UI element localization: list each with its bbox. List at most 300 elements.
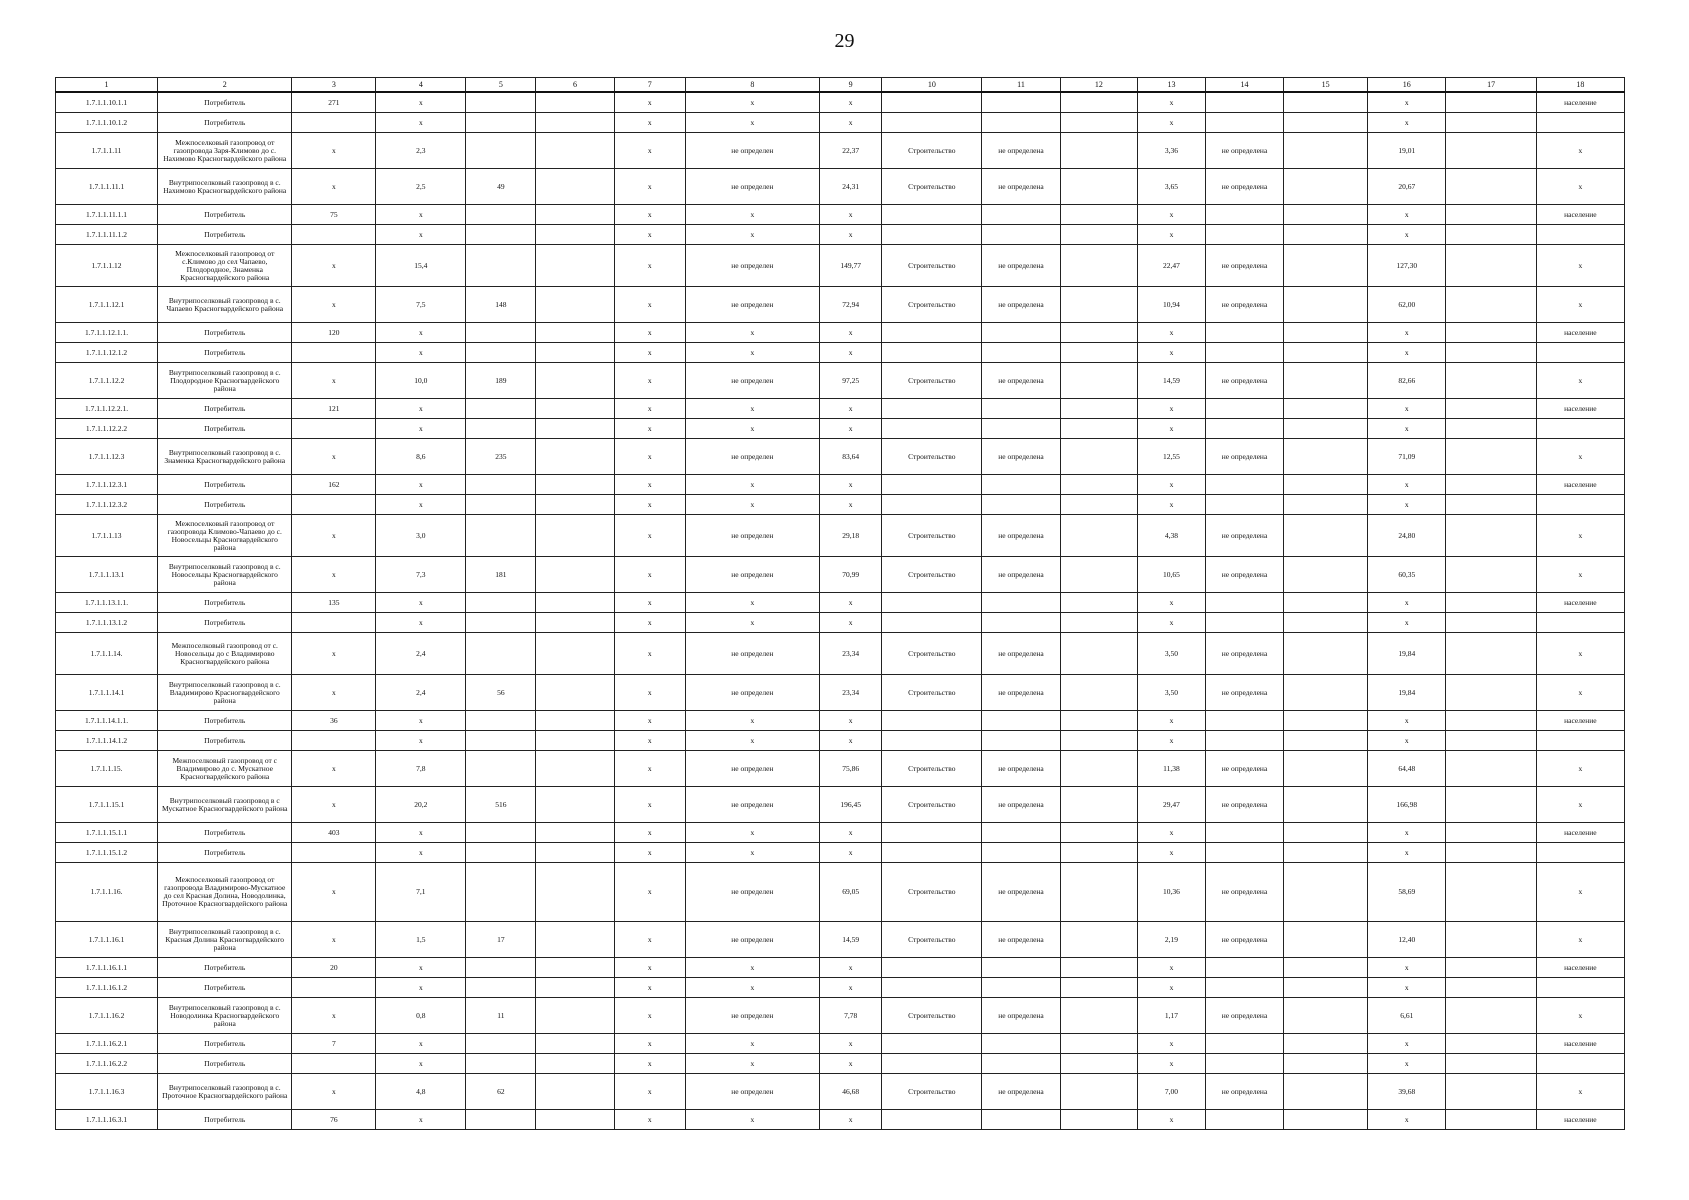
table-cell-col-4: x	[376, 205, 466, 225]
table-cell-col-5	[466, 205, 536, 225]
table-cell-col-11	[982, 1054, 1060, 1074]
table-cell-col-11	[982, 823, 1060, 843]
table-row	[56, 731, 1625, 751]
column-header-2: 2	[158, 78, 292, 93]
table-cell-col-15	[1284, 593, 1368, 613]
table-cell-col-1: 1.7.1.1.16.2.2	[56, 1054, 158, 1074]
table-cell-col-7: x	[614, 1054, 685, 1074]
table-cell-col-3: x	[292, 363, 376, 399]
table-cell-col-6	[536, 323, 614, 343]
table-cell-col-11	[982, 613, 1060, 633]
table-cell-col-4: 10,0	[376, 363, 466, 399]
table-cell-col-11	[982, 113, 1060, 133]
table-row	[56, 133, 1625, 169]
table-cell-col-9: x	[820, 399, 882, 419]
table-cell-col-2: Внутрипоселковый газопровод в с. Новодолинка Красногвардейского района	[158, 998, 292, 1034]
table-cell-col-9: 72,94	[820, 287, 882, 323]
table-cell-col-18	[1536, 1054, 1624, 1074]
table-cell-col-8: x	[685, 711, 819, 731]
table-cell-col-1: 1.7.1.1.16.2	[56, 998, 158, 1034]
table-cell-col-5	[466, 711, 536, 731]
table-cell-col-8: не определен	[685, 169, 819, 205]
table-cell-col-17	[1446, 675, 1536, 711]
table-cell-col-1: 1.7.1.1.16.2.1	[56, 1034, 158, 1054]
table-cell-col-10	[882, 495, 982, 515]
table-cell-col-2: Потребитель	[158, 225, 292, 245]
table-cell-col-15	[1284, 419, 1368, 439]
table-cell-col-5	[466, 475, 536, 495]
table-cell-col-5	[466, 1034, 536, 1054]
table-cell-col-4: x	[376, 323, 466, 343]
column-header-13: 13	[1138, 78, 1206, 93]
table-cell-col-6	[536, 1074, 614, 1110]
table-cell-col-15	[1284, 323, 1368, 343]
table-cell-col-10: Строительство	[882, 245, 982, 287]
table-cell-col-13: x	[1138, 711, 1206, 731]
table-cell-col-9: x	[820, 843, 882, 863]
table-cell-col-17	[1446, 92, 1536, 113]
table-cell-col-9: x	[820, 823, 882, 843]
table-cell-col-3	[292, 843, 376, 863]
table-cell-col-7: x	[614, 363, 685, 399]
table-cell-col-16: x	[1368, 958, 1446, 978]
table-cell-col-9: x	[820, 711, 882, 731]
table-cell-col-9: 75,86	[820, 751, 882, 787]
table-cell-col-18: население	[1536, 711, 1624, 731]
table-cell-col-3	[292, 613, 376, 633]
table-cell-col-6	[536, 1110, 614, 1130]
table-cell-col-2: Межпоселковый газопровод от с Владимирово до с. Мускатное Красногвардейского района	[158, 751, 292, 787]
table-cell-col-10: Строительство	[882, 922, 982, 958]
table-cell-col-10	[882, 92, 982, 113]
table-cell-col-13: x	[1138, 593, 1206, 613]
table-cell-col-16: x	[1368, 343, 1446, 363]
table-cell-col-15	[1284, 958, 1368, 978]
table-cell-col-18: x	[1536, 863, 1624, 922]
table-cell-col-2: Потребитель	[158, 205, 292, 225]
table-cell-col-2: Потребитель	[158, 113, 292, 133]
table-cell-col-14	[1205, 92, 1283, 113]
table-cell-col-9: x	[820, 593, 882, 613]
table-cell-col-16: 19,01	[1368, 133, 1446, 169]
table-cell-col-12	[1060, 92, 1137, 113]
table-cell-col-1: 1.7.1.1.16.3.1	[56, 1110, 158, 1130]
table-cell-col-11: не определена	[982, 751, 1060, 787]
table-row	[56, 998, 1625, 1034]
table-cell-col-16: 39,68	[1368, 1074, 1446, 1110]
table-cell-col-1: 1.7.1.1.16.1.2	[56, 978, 158, 998]
table-cell-col-17	[1446, 343, 1536, 363]
table-cell-col-5	[466, 978, 536, 998]
table-cell-col-11: не определена	[982, 287, 1060, 323]
table-cell-col-4: x	[376, 475, 466, 495]
table-cell-col-3: 20	[292, 958, 376, 978]
table-cell-col-3: x	[292, 515, 376, 557]
table-row	[56, 113, 1625, 133]
table-cell-col-5	[466, 245, 536, 287]
table-cell-col-7: x	[614, 863, 685, 922]
table-cell-col-6	[536, 287, 614, 323]
table-cell-col-7: x	[614, 731, 685, 751]
table-cell-col-1: 1.7.1.1.14.	[56, 633, 158, 675]
table-cell-col-18: x	[1536, 1074, 1624, 1110]
table-cell-col-11: не определена	[982, 922, 1060, 958]
table-row	[56, 978, 1625, 998]
table-cell-col-12	[1060, 731, 1137, 751]
table-cell-col-3: x	[292, 787, 376, 823]
table-cell-col-11: не определена	[982, 675, 1060, 711]
table-cell-col-14: не определена	[1205, 245, 1283, 287]
table-cell-col-13: x	[1138, 323, 1206, 343]
table-cell-col-13: x	[1138, 399, 1206, 419]
table-cell-col-6	[536, 92, 614, 113]
table-cell-col-8: x	[685, 343, 819, 363]
table-cell-col-15	[1284, 711, 1368, 731]
table-cell-col-14: не определена	[1205, 133, 1283, 169]
table-cell-col-18	[1536, 419, 1624, 439]
table-cell-col-2: Потребитель	[158, 399, 292, 419]
table-cell-col-4: x	[376, 613, 466, 633]
table-cell-col-16: 6,61	[1368, 998, 1446, 1034]
table-cell-col-14	[1205, 593, 1283, 613]
table-cell-col-4: x	[376, 113, 466, 133]
table-cell-col-10: Строительство	[882, 633, 982, 675]
table-cell-col-12	[1060, 205, 1137, 225]
table-cell-col-12	[1060, 823, 1137, 843]
table-cell-col-13: x	[1138, 1034, 1206, 1054]
table-cell-col-18: x	[1536, 998, 1624, 1034]
table-cell-col-7: x	[614, 978, 685, 998]
column-header-7: 7	[614, 78, 685, 93]
table-cell-col-2: Потребитель	[158, 711, 292, 731]
table-cell-col-11	[982, 475, 1060, 495]
table-cell-col-1: 1.7.1.1.11.1	[56, 169, 158, 205]
table-cell-col-11	[982, 343, 1060, 363]
table-cell-col-4: x	[376, 399, 466, 419]
column-header-14: 14	[1205, 78, 1283, 93]
table-cell-col-5: 516	[466, 787, 536, 823]
table-cell-col-5	[466, 343, 536, 363]
column-header-15: 15	[1284, 78, 1368, 93]
table-cell-col-9: x	[820, 225, 882, 245]
table-cell-col-6	[536, 557, 614, 593]
table-cell-col-10	[882, 711, 982, 731]
table-cell-col-5: 181	[466, 557, 536, 593]
table-row	[56, 92, 1625, 113]
column-header-16: 16	[1368, 78, 1446, 93]
table-cell-col-7: x	[614, 751, 685, 787]
table-cell-col-6	[536, 169, 614, 205]
table-cell-col-4: x	[376, 731, 466, 751]
table-cell-col-18: x	[1536, 363, 1624, 399]
table-cell-col-1: 1.7.1.1.12.1	[56, 287, 158, 323]
table-cell-col-15	[1284, 245, 1368, 287]
table-cell-col-12	[1060, 399, 1137, 419]
table-cell-col-3: x	[292, 557, 376, 593]
table-cell-col-10	[882, 613, 982, 633]
gas-pipeline-table	[55, 77, 1625, 1130]
table-row	[56, 245, 1625, 287]
table-cell-col-15	[1284, 225, 1368, 245]
table-cell-col-14: не определена	[1205, 922, 1283, 958]
table-cell-col-5	[466, 133, 536, 169]
table-cell-col-2: Потребитель	[158, 843, 292, 863]
table-cell-col-17	[1446, 711, 1536, 731]
table-cell-col-11: не определена	[982, 133, 1060, 169]
table-cell-col-9: x	[820, 419, 882, 439]
table-cell-col-13: x	[1138, 475, 1206, 495]
table-cell-col-9: x	[820, 495, 882, 515]
table-cell-col-7: x	[614, 593, 685, 613]
table-cell-col-13: 10,65	[1138, 557, 1206, 593]
table-cell-col-14	[1205, 419, 1283, 439]
table-cell-col-1: 1.7.1.1.14.1.2	[56, 731, 158, 751]
table-cell-col-10	[882, 1110, 982, 1130]
table-cell-col-16: x	[1368, 823, 1446, 843]
table-cell-col-18: население	[1536, 475, 1624, 495]
table-cell-col-7: x	[614, 922, 685, 958]
table-row	[56, 1054, 1625, 1074]
table-cell-col-6	[536, 823, 614, 843]
table-cell-col-6	[536, 399, 614, 419]
table-cell-col-15	[1284, 823, 1368, 843]
table-cell-col-8: x	[685, 823, 819, 843]
table-cell-col-5	[466, 731, 536, 751]
table-cell-col-17	[1446, 1074, 1536, 1110]
table-cell-col-4: 7,3	[376, 557, 466, 593]
table-cell-col-13: 2,19	[1138, 922, 1206, 958]
table-cell-col-15	[1284, 787, 1368, 823]
table-cell-col-7: x	[614, 287, 685, 323]
table-cell-col-6	[536, 751, 614, 787]
table-cell-col-9: 83,64	[820, 439, 882, 475]
table-cell-col-3: x	[292, 287, 376, 323]
table-cell-col-16: 58,69	[1368, 863, 1446, 922]
table-cell-col-1: 1.7.1.1.14.1.1.	[56, 711, 158, 731]
table-cell-col-8: x	[685, 1034, 819, 1054]
table-cell-col-4: 8,6	[376, 439, 466, 475]
table-cell-col-12	[1060, 787, 1137, 823]
table-cell-col-3	[292, 113, 376, 133]
table-cell-col-8: x	[685, 978, 819, 998]
table-cell-col-8: не определен	[685, 245, 819, 287]
table-cell-col-15	[1284, 205, 1368, 225]
table-cell-col-12	[1060, 245, 1137, 287]
table-cell-col-9: 23,34	[820, 633, 882, 675]
table-cell-col-7: x	[614, 1110, 685, 1130]
table-cell-col-16: x	[1368, 475, 1446, 495]
table-cell-col-9: 23,34	[820, 675, 882, 711]
table-cell-col-13: 3,50	[1138, 633, 1206, 675]
table-cell-col-3: x	[292, 863, 376, 922]
table-cell-col-9: x	[820, 92, 882, 113]
table-cell-col-12	[1060, 863, 1137, 922]
table-row	[56, 675, 1625, 711]
table-cell-col-7: x	[614, 557, 685, 593]
table-cell-col-5: 49	[466, 169, 536, 205]
table-cell-col-14	[1205, 495, 1283, 515]
table-cell-col-8: не определен	[685, 675, 819, 711]
table-cell-col-1: 1.7.1.1.16.3	[56, 1074, 158, 1110]
table-cell-col-4: x	[376, 419, 466, 439]
table-cell-col-17	[1446, 998, 1536, 1034]
table-cell-col-12	[1060, 225, 1137, 245]
table-cell-col-15	[1284, 613, 1368, 633]
table-cell-col-1: 1.7.1.1.15.1.2	[56, 843, 158, 863]
table-cell-col-16: x	[1368, 1054, 1446, 1074]
table-cell-col-15	[1284, 287, 1368, 323]
table-cell-col-1: 1.7.1.1.16.	[56, 863, 158, 922]
table-cell-col-5	[466, 1054, 536, 1074]
table-cell-col-8: x	[685, 843, 819, 863]
table-cell-col-6	[536, 675, 614, 711]
table-cell-col-10: Строительство	[882, 998, 982, 1034]
table-cell-col-16: x	[1368, 593, 1446, 613]
table-cell-col-14: не определена	[1205, 439, 1283, 475]
table-cell-col-11	[982, 92, 1060, 113]
table-cell-col-7: x	[614, 205, 685, 225]
table-cell-col-18	[1536, 225, 1624, 245]
table-cell-col-17	[1446, 1054, 1536, 1074]
table-cell-col-16: x	[1368, 399, 1446, 419]
table-cell-col-4: x	[376, 711, 466, 731]
table-row	[56, 863, 1625, 922]
table-cell-col-2: Внутрипоселковый газопровод в с. Плодородное Красногвардейского района	[158, 363, 292, 399]
table-cell-col-14: не определена	[1205, 287, 1283, 323]
table-cell-col-11: не определена	[982, 633, 1060, 675]
table-cell-col-15	[1284, 1074, 1368, 1110]
table-cell-col-14	[1205, 323, 1283, 343]
table-cell-col-11	[982, 958, 1060, 978]
table-cell-col-12	[1060, 751, 1137, 787]
table-cell-col-17	[1446, 863, 1536, 922]
table-cell-col-15	[1284, 978, 1368, 998]
table-cell-col-10: Строительство	[882, 863, 982, 922]
table-cell-col-4: x	[376, 92, 466, 113]
table-cell-col-17	[1446, 323, 1536, 343]
table-cell-col-14: не определена	[1205, 557, 1283, 593]
table-cell-col-18: x	[1536, 439, 1624, 475]
table-cell-col-3: 76	[292, 1110, 376, 1130]
table-row	[56, 1034, 1625, 1054]
table-cell-col-15	[1284, 731, 1368, 751]
table-cell-col-17	[1446, 133, 1536, 169]
table-cell-col-6	[536, 205, 614, 225]
table-cell-col-7: x	[614, 169, 685, 205]
table-cell-col-11: не определена	[982, 245, 1060, 287]
table-cell-col-15	[1284, 1054, 1368, 1074]
table-cell-col-4: 0,8	[376, 998, 466, 1034]
table-cell-col-15	[1284, 169, 1368, 205]
table-cell-col-12	[1060, 1110, 1137, 1130]
table-cell-col-14: не определена	[1205, 169, 1283, 205]
table-cell-col-15	[1284, 1034, 1368, 1054]
table-cell-col-8: не определен	[685, 998, 819, 1034]
table-cell-col-12	[1060, 515, 1137, 557]
table-cell-col-5	[466, 323, 536, 343]
table-cell-col-17	[1446, 731, 1536, 751]
table-cell-col-8: не определен	[685, 287, 819, 323]
table-cell-col-2: Потребитель	[158, 958, 292, 978]
table-cell-col-5: 148	[466, 287, 536, 323]
table-cell-col-6	[536, 863, 614, 922]
table-cell-col-6	[536, 133, 614, 169]
table-cell-col-8: не определен	[685, 633, 819, 675]
table-cell-col-11: не определена	[982, 557, 1060, 593]
table-cell-col-2: Внутрипоселковый газопровод в с. Чапаево Красногвардейского района	[158, 287, 292, 323]
table-cell-col-3: x	[292, 922, 376, 958]
table-cell-col-18: население	[1536, 205, 1624, 225]
table-cell-col-5	[466, 593, 536, 613]
table-cell-col-14: не определена	[1205, 675, 1283, 711]
table-cell-col-2: Потребитель	[158, 823, 292, 843]
table-cell-col-11: не определена	[982, 363, 1060, 399]
table-cell-col-11: не определена	[982, 515, 1060, 557]
table-cell-col-17	[1446, 613, 1536, 633]
table-cell-col-12	[1060, 287, 1137, 323]
table-cell-col-7: x	[614, 495, 685, 515]
table-cell-col-12	[1060, 843, 1137, 863]
table-cell-col-15	[1284, 557, 1368, 593]
table-cell-col-4: 2,4	[376, 675, 466, 711]
table-row	[56, 958, 1625, 978]
table-cell-col-3: 162	[292, 475, 376, 495]
table-cell-col-18: x	[1536, 133, 1624, 169]
table-cell-col-16: 82,66	[1368, 363, 1446, 399]
table-cell-col-14	[1205, 399, 1283, 419]
table-cell-col-4: 2,4	[376, 633, 466, 675]
table-cell-col-7: x	[614, 343, 685, 363]
table-cell-col-15	[1284, 998, 1368, 1034]
table-cell-col-13: 1,17	[1138, 998, 1206, 1034]
table-cell-col-7: x	[614, 515, 685, 557]
table-cell-col-3: x	[292, 1074, 376, 1110]
table-cell-col-1: 1.7.1.1.12.1.1.	[56, 323, 158, 343]
table-cell-col-9: x	[820, 475, 882, 495]
table-cell-col-17	[1446, 475, 1536, 495]
table-cell-col-6	[536, 613, 614, 633]
table-cell-col-15	[1284, 363, 1368, 399]
table-cell-col-3: x	[292, 169, 376, 205]
table-row	[56, 205, 1625, 225]
table-cell-col-12	[1060, 133, 1137, 169]
table-cell-col-16: 127,30	[1368, 245, 1446, 287]
table-cell-col-15	[1284, 92, 1368, 113]
table-cell-col-13: 3,36	[1138, 133, 1206, 169]
table-cell-col-13: x	[1138, 495, 1206, 515]
table-cell-col-5	[466, 751, 536, 787]
table-cell-col-7: x	[614, 958, 685, 978]
table-cell-col-3	[292, 978, 376, 998]
table-cell-col-2: Внутрипоселковый газопровод в с. Нахимово Красногвардейского района	[158, 169, 292, 205]
table-cell-col-11: не определена	[982, 998, 1060, 1034]
table-cell-col-10: Строительство	[882, 515, 982, 557]
column-header-5: 5	[466, 78, 536, 93]
table-cell-col-2: Потребитель	[158, 92, 292, 113]
table-cell-col-9: 46,68	[820, 1074, 882, 1110]
table-cell-col-16: x	[1368, 711, 1446, 731]
table-cell-col-11	[982, 399, 1060, 419]
table-cell-col-1: 1.7.1.1.11.1.1	[56, 205, 158, 225]
table-cell-col-17	[1446, 1110, 1536, 1130]
table-cell-col-15	[1284, 922, 1368, 958]
table-cell-col-8: не определен	[685, 863, 819, 922]
table-cell-col-17	[1446, 495, 1536, 515]
table-cell-col-13: 10,94	[1138, 287, 1206, 323]
table-cell-col-13: x	[1138, 419, 1206, 439]
table-cell-col-10: Строительство	[882, 439, 982, 475]
table-cell-col-15	[1284, 675, 1368, 711]
